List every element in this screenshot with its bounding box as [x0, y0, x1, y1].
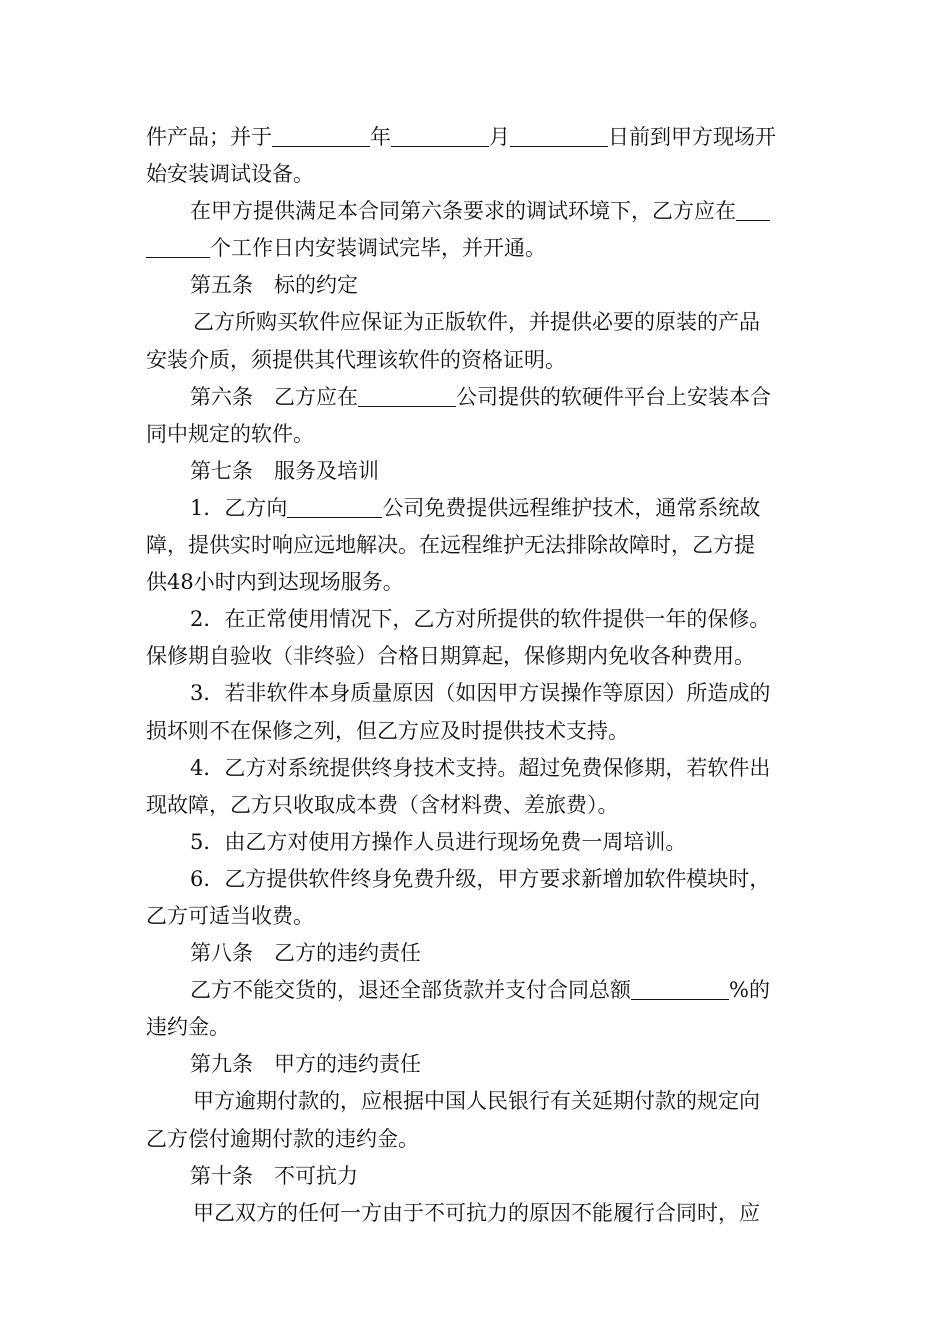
section-heading: 第八条 乙方的违约责任	[190, 941, 421, 966]
text-line: 供48小时内到达现场服务。	[146, 570, 404, 595]
contract-body	[146, 119, 810, 1232]
text-line: 保修期自验收（非终验）合格日期算起，保修期内免收各种费用。	[146, 644, 755, 669]
text-line: 2．在正常使用情况下，乙方对所提供的软件提供一年的保修。	[190, 607, 771, 632]
blank-field	[146, 237, 210, 258]
blank-field	[391, 126, 489, 147]
text-line: 损坏则不在保修之列，但乙方应及时提供技术支持。	[146, 718, 629, 743]
text-line: 件产品；并于 年 月 日前到甲方现场开	[146, 125, 776, 149]
text-line: 1．乙方向 公司免费提供远程维护技术，通常系统故	[190, 495, 761, 520]
text-line: 乙方所购买软件应保证为正版软件，并提供必要的原装的产品	[193, 310, 760, 335]
text-line: 乙方偿付逾期付款的违约金。	[146, 1126, 419, 1151]
text-line: 6．乙方提供软件终身免费升级，甲方要求新增加软件模块时，	[190, 866, 771, 891]
text-line: 现故障，乙方只收取成本费（含材料费、差旅费）。	[146, 792, 619, 817]
blank-field	[287, 497, 382, 518]
section-heading: 第五条 标的约定	[190, 273, 358, 298]
text-line: 始安装调试设备。	[146, 162, 314, 187]
section-heading: 第九条 甲方的违约责任	[190, 1052, 421, 1077]
text-line: 4．乙方对系统提供终身技术支持。超过免费保修期，若软件出	[190, 755, 771, 780]
section-heading: 第七条 服务及培训	[190, 458, 379, 483]
text-line: 在甲方提供满足本合同第六条要求的调试环境下，乙方应在	[146, 193, 810, 230]
section-heading: 第十条 不可抗力	[190, 1163, 358, 1188]
text-line: 乙方可适当收费。	[146, 903, 314, 928]
blank-field	[736, 200, 770, 221]
text-line: 3．若非软件本身质量原因（如因甲方误操作等原因）所造成的	[190, 681, 771, 706]
blank-field	[358, 386, 456, 407]
text-line: 甲乙双方的任何一方由于不可抗力的原因不能履行合同时，应	[193, 1200, 760, 1225]
text-line: 障，提供实时响应远地解决。在远程维护无法排除故障时，乙方提	[146, 533, 755, 558]
text-line: 同中规定的软件。	[146, 421, 314, 446]
blank-field	[510, 126, 608, 147]
text-line: 第六条 乙方应在 公司提供的软硬件平台上安装本合	[190, 384, 771, 409]
text-line: 违约金。	[146, 1015, 230, 1040]
blank-field	[272, 126, 370, 147]
text-line: 甲方逾期付款的，应根据中国人民银行有关延期付款的规定向	[193, 1089, 760, 1114]
text-line: 个工作日内安装调试完毕，并开通。	[146, 230, 810, 267]
text-line: 乙方不能交货的，退还全部货款并支付合同总额 %的	[190, 978, 770, 1003]
text-line: 安装介质，须提供其代理该软件的资格证明。	[146, 347, 566, 372]
text-line: 5．由乙方对使用方操作人员进行现场免费一周培训。	[190, 829, 687, 854]
blank-field	[631, 979, 729, 1000]
